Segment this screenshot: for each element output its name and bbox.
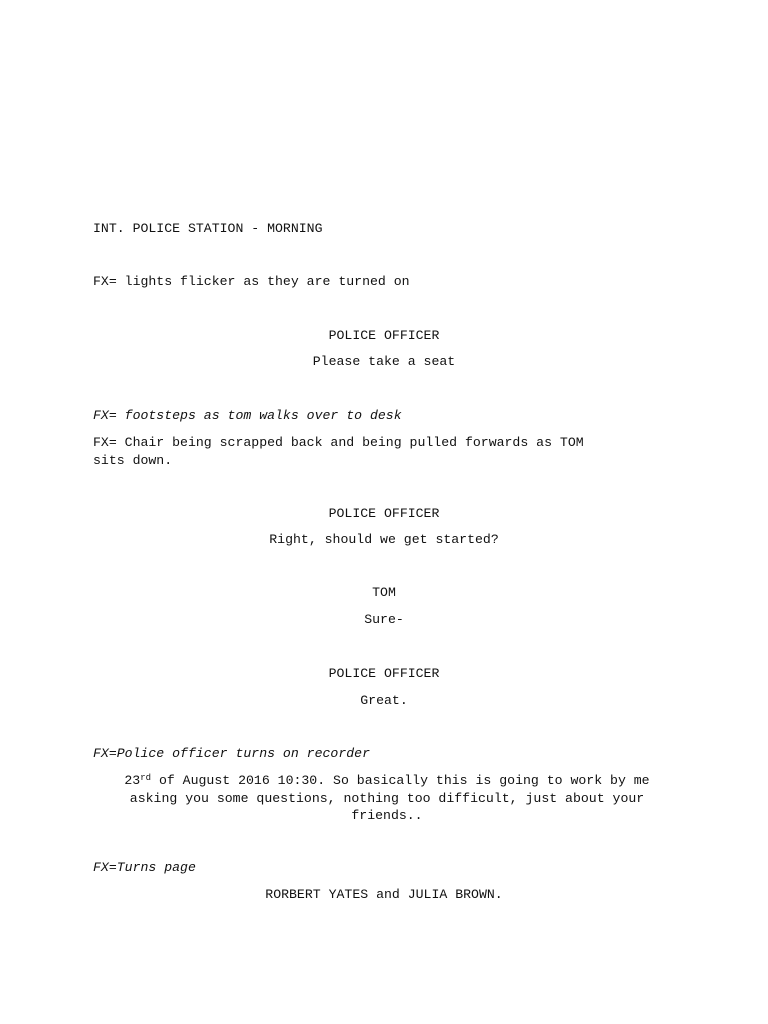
character-name-police-officer: POLICE OFFICER [328, 328, 440, 343]
fx-lights-line: FX= lights flicker as they are turned on [93, 274, 410, 289]
speech-day: 23 [124, 773, 141, 788]
dialogue-line: Right, should we get started? [269, 532, 499, 547]
fx-chair-line: FX= Chair being scrapped back and being pulled forwards as TOM [93, 435, 584, 450]
character-name-tom: TOM [372, 585, 396, 600]
character-name-police-officer: POLICE OFFICER [328, 666, 440, 681]
character-name-police-officer: POLICE OFFICER [328, 506, 440, 521]
fx-turns-page-line: FX=Turns page [93, 860, 196, 875]
dialogue-speech-paragraph [100, 772, 674, 825]
dialogue-line: Great. [360, 693, 408, 708]
dialogue-line: Sure- [364, 612, 404, 627]
fx-footsteps-line: FX= footsteps as tom walks over to desk [93, 408, 402, 423]
dialogue-names-line: RORBERT YATES and JULIA BROWN. [265, 887, 503, 902]
fx-chair-line-continued: sits down. [93, 453, 173, 468]
speech-text: of August 2016 10:30. So basically this is going to work by me asking you some questions, nothing too difficult, just about your friends.. [129, 773, 650, 823]
dialogue-line: Please take a seat [312, 354, 456, 369]
fx-recorder-line: FX=Police officer turns on recorder [93, 746, 370, 761]
speech-ordinal-suffix: rd [140, 773, 152, 783]
scene-heading: INT. POLICE STATION - MORNING [93, 221, 323, 236]
